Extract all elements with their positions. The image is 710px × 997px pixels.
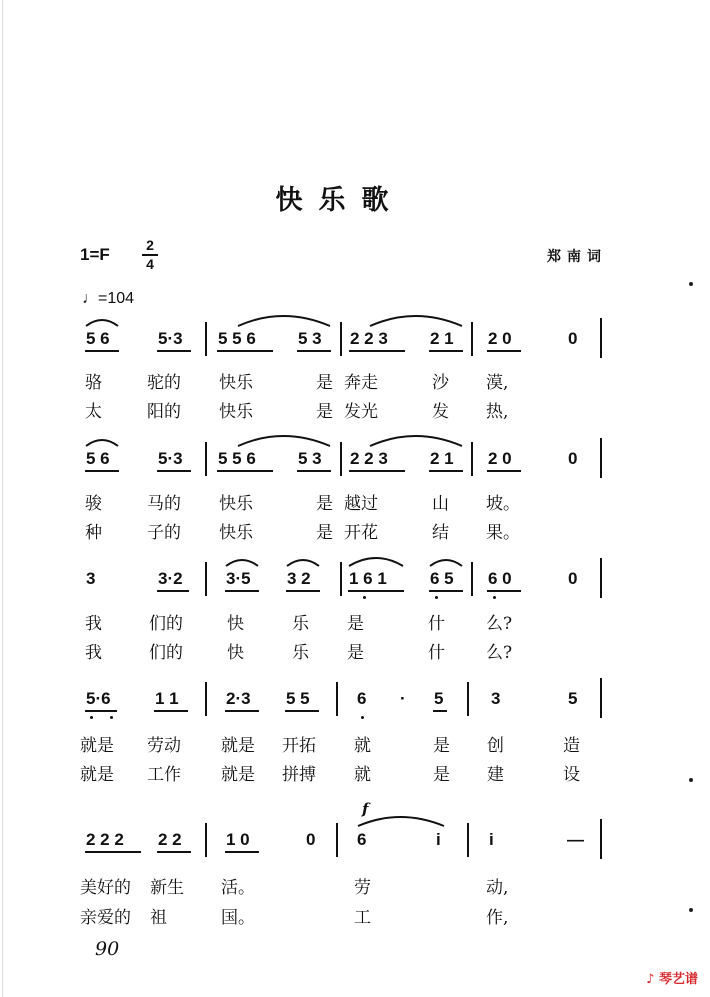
note-group: · <box>400 689 406 708</box>
lyric: 是 <box>433 765 450 785</box>
note-group: 0 <box>306 830 316 849</box>
lyric: 驼的 <box>147 373 181 393</box>
lyric: 是 <box>433 736 450 756</box>
lyric: 拼搏 <box>282 765 316 785</box>
note-group: 5·6 <box>86 689 111 708</box>
slur <box>287 560 319 566</box>
lyric: 种 <box>85 523 102 543</box>
lyric: 子的 <box>147 523 181 543</box>
note-group: 6 0 <box>488 569 512 588</box>
note-group: 3 2 <box>287 569 311 588</box>
slur <box>86 440 118 446</box>
lyric: 快乐 <box>219 402 253 422</box>
lyric: 创 <box>487 736 504 756</box>
lyric: 结 <box>432 523 449 543</box>
note-group: 2 2 3 <box>350 329 388 348</box>
lyric: 们的 <box>149 614 183 634</box>
slur <box>226 560 258 566</box>
note-group: 2 1 <box>430 329 454 348</box>
note-group: 2 0 <box>488 329 512 348</box>
note-group: 5·3 <box>158 449 183 468</box>
lyric: 太 <box>85 402 102 422</box>
slur <box>370 316 462 326</box>
dynamic-marking: f <box>362 800 369 818</box>
note-group: 2 2 2 <box>86 830 124 849</box>
lyric: 们的 <box>149 643 183 663</box>
slur <box>238 436 330 446</box>
lyric: 马的 <box>147 494 181 514</box>
lyric: 我 <box>85 643 102 663</box>
note-group: — <box>567 830 584 849</box>
note-group: 0 <box>568 569 578 588</box>
lyric: 山 <box>432 494 449 514</box>
lyric: 作, <box>486 908 509 928</box>
lyric: 国。 <box>221 908 255 928</box>
lyric: 是 <box>316 523 333 543</box>
lyric: 沙 <box>432 373 449 393</box>
note-group: 5 5 <box>286 689 310 708</box>
lyric: 就是 <box>80 736 114 756</box>
slur <box>370 436 462 446</box>
lyric: 建 <box>487 765 504 785</box>
lyric: 工 <box>354 908 371 928</box>
lyric: 乐 <box>292 643 309 663</box>
lyric: 设 <box>563 765 580 785</box>
note-group: 2 2 3 <box>350 449 388 468</box>
lyric: 新生 <box>150 878 184 898</box>
lyric: 是 <box>316 373 333 393</box>
lyric: 发光 <box>344 402 378 422</box>
lyric: 阳的 <box>147 402 181 422</box>
note-group: 5 <box>434 689 444 708</box>
note-group: 5 3 <box>298 329 322 348</box>
lyric: 活。 <box>221 878 255 898</box>
lyric: 是 <box>347 614 364 634</box>
lyric: 祖 <box>150 908 167 928</box>
note-group: 5 <box>568 689 578 708</box>
lyric: 热, <box>486 402 509 422</box>
lyricist: 郑南词 <box>547 249 607 265</box>
note-group: 2 1 <box>430 449 454 468</box>
slur <box>86 320 118 326</box>
slur <box>430 560 462 566</box>
note-group: 5 5 6 <box>218 449 256 468</box>
lyric: 奔走 <box>344 373 378 393</box>
lyric: 漠, <box>486 373 509 393</box>
note-group: i <box>489 830 494 849</box>
watermark-text: 琴艺谱 <box>658 972 698 987</box>
note-group: i <box>436 830 441 849</box>
lyric: 坡。 <box>486 494 520 514</box>
lyric: 么? <box>486 614 513 634</box>
lyric: 美好的 <box>80 878 131 898</box>
lyric: 就是 <box>80 765 114 785</box>
note-group: 5·3 <box>158 329 183 348</box>
slur <box>358 817 444 826</box>
note-group: 2 0 <box>488 449 512 468</box>
lyric: 越过 <box>344 494 378 514</box>
note-group: 5 6 <box>86 329 110 348</box>
lyric: 是 <box>316 402 333 422</box>
note-group: 1 6 1 <box>349 569 387 588</box>
time-signature-bottom: 4 <box>146 256 154 272</box>
lyric: 劳 <box>354 878 371 898</box>
logo-icon: ♪ <box>646 972 659 987</box>
lyric: 开拓 <box>282 736 316 756</box>
page-number: 90 <box>95 938 120 960</box>
note-group: 3·2 <box>158 569 183 588</box>
lyric: 就是 <box>221 765 255 785</box>
note-group: 1 1 <box>155 689 179 708</box>
lyric: 亲爱的 <box>80 908 131 928</box>
lyric: 快乐 <box>219 523 253 543</box>
lyric: 么? <box>486 643 513 663</box>
lyric: 快 <box>227 614 244 634</box>
lyric: 果。 <box>486 523 520 543</box>
lyric: 造 <box>563 736 580 756</box>
lyric: 乐 <box>292 614 309 634</box>
note-group: 2·3 <box>226 689 251 708</box>
note-group: 6 <box>357 830 367 849</box>
lyric: 什 <box>428 643 445 663</box>
lyric: 什 <box>428 614 445 634</box>
lyric: 是 <box>347 643 364 663</box>
lyric: 劳动 <box>147 736 181 756</box>
lyric: 骏 <box>85 494 102 514</box>
note-group: 3·5 <box>226 569 251 588</box>
note-group: 5 6 <box>86 449 110 468</box>
lyric: 我 <box>85 614 102 634</box>
lyric: 发 <box>432 402 449 422</box>
key-signature: 1=F <box>80 245 110 264</box>
lyric: 是 <box>316 494 333 514</box>
note-group: 1 0 <box>226 830 250 849</box>
lyric: 快 <box>227 643 244 663</box>
note-group: 6 5 <box>430 569 454 588</box>
slur <box>349 558 403 566</box>
watermark-logo <box>646 968 698 987</box>
note-group: 3 <box>491 689 501 708</box>
note-group: 2 2 <box>158 830 182 849</box>
slur <box>238 316 330 326</box>
tempo-marking: ♩=104 <box>82 290 135 307</box>
note-group: 0 <box>568 329 578 348</box>
lyric: 快乐 <box>219 373 253 393</box>
song-title: 快乐歌 <box>275 185 405 216</box>
note-group: 5 3 <box>298 449 322 468</box>
lyric: 工作 <box>147 765 181 785</box>
lyric: 就是 <box>221 736 255 756</box>
lyric: 就 <box>354 736 371 756</box>
note-group: 5 5 6 <box>218 329 256 348</box>
note-group: 0 <box>568 449 578 468</box>
lyric: 开花 <box>344 523 378 543</box>
lyric: 骆 <box>85 373 102 393</box>
lyric: 就 <box>354 765 371 785</box>
note-group: 6 <box>357 689 367 708</box>
time-signature-top: 2 <box>146 237 154 253</box>
lyric: 快乐 <box>219 494 253 514</box>
note-group: 3 <box>86 569 96 588</box>
lyric: 动, <box>486 878 509 898</box>
